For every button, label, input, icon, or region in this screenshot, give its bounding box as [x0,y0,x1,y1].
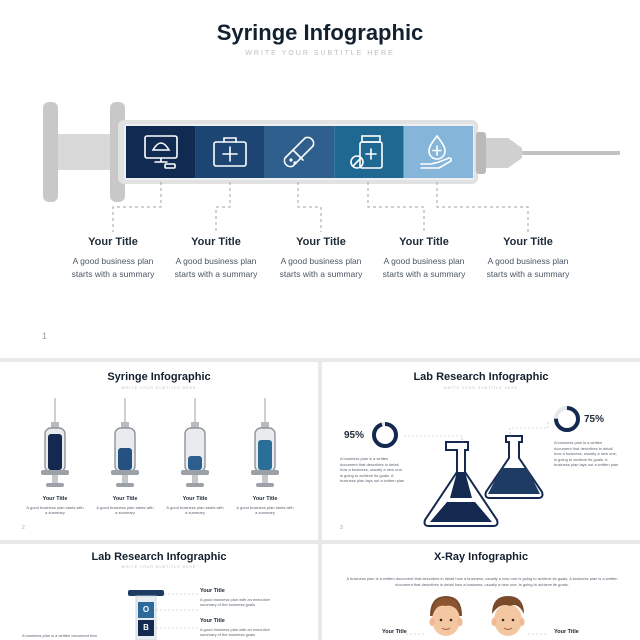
item-description: A good business plan starts with a summary [166,505,224,515]
item-title: Your Title [182,496,208,502]
slide-2-title: Syringe Infographic [107,371,211,383]
doctor-face-left [430,596,463,636]
barrel-cap [476,132,486,174]
slide-4-subtitle: WRITE YOUR SUBTITLE HERE [121,565,197,569]
first-aid-kit-icon [210,132,250,172]
syringe-graphic [0,0,640,240]
item-description: A good business plan starts with a summary [26,505,84,515]
info-item-3 [163,496,227,515]
info-item-3 [266,236,376,280]
page-number: 3 [340,525,343,531]
slide-2[interactable] [0,362,318,540]
tube-letter-b: B [143,623,149,632]
description-line: is going to achieve its goals. A [554,456,608,462]
description-line: how a business, usually a new one, [554,451,617,456]
item-title: Your Title [88,236,138,248]
slide-5[interactable] [322,544,640,640]
right-description [554,440,634,468]
page-number: 1 [42,331,48,341]
item-description: A good business plan with an executive summary of the business goals [200,627,270,637]
description-line: how a business, usually a new one, [340,467,403,472]
ultrasound-monitor-icon [141,132,181,172]
mini-syringe-2 [111,398,139,487]
slide-4-title: Lab Research Infographic [91,551,227,563]
item-description: A good business plan starts with a summary [486,256,570,279]
left-label: Your Title [382,629,407,635]
description-line: is going to achieve its goals. A [340,472,394,478]
description-line: A business plan is a written [554,440,603,445]
slide-3[interactable] [322,362,640,540]
mini-syringe-4 [251,398,279,487]
slide-3-title: Lab Research Infographic [413,371,549,383]
item-title: Your Title [296,236,346,248]
right-label: Your Title [554,629,579,635]
slide-5-title: X-Ray Infographic [433,551,529,563]
progress-ring-75 [556,408,578,430]
description-line: A business plan is a written [340,456,389,461]
item-description: A good business plan starts with a summary [174,256,258,279]
description-line: business plan lays out a written plan [340,478,405,483]
medicine-bottle-icon [348,132,388,172]
slide-4[interactable] [0,544,318,640]
info-item-5 [473,236,583,280]
item-description: A good business plan starts with a summary [236,505,294,515]
intro-line-1: A business plan is a written document that describes in detail how a business, usually a new one is going to achieve its goals. A business plan is a written [346,576,618,581]
left-percent-label: 95% [344,430,365,441]
plunger-rod [58,134,113,170]
syringe-fill-2 [118,448,132,470]
hand-with-drop-icon [417,132,457,172]
page-number: 2 [22,525,25,531]
info-item-1 [58,236,168,280]
item-description: A good business plan starts with a summary [96,505,154,515]
needle [522,151,620,155]
mini-syringe-3 [181,398,209,487]
slide-1-subtitle: WRITE YOUR SUBTITLE HERE [245,50,395,57]
left-description: A business plan is a written document that [22,633,97,638]
info-item-2 [200,618,300,637]
info-item-1 [200,588,300,607]
info-item-2 [93,496,157,515]
info-item-4 [233,496,297,515]
description-line: business plan lays out a written plan [554,462,619,467]
item-description: A good business plan starts with a summary [279,256,363,279]
slide-3-subtitle: WRITE YOUR SUBTITLE HERE [443,386,519,390]
item-title: Your Title [503,236,553,248]
slide-1-title: Syringe Infographic [216,20,424,45]
description-line: document that describes in detail [340,461,399,467]
description-line: document that describes in detail [554,445,613,451]
slide-2-subtitle: WRITE YOUR SUBTITLE HERE [121,386,197,390]
doctor-faces [322,544,640,640]
needle-hub [486,138,522,168]
syringe-fill-4 [258,440,272,470]
syringe-fill-1 [48,434,62,470]
item-title: Your Title [191,236,241,248]
item-description: A good business plan starts with a summary [382,256,466,279]
item-title: Your Title [112,496,138,502]
info-item-2 [161,236,271,280]
doctor-face-right [492,596,525,636]
connector-lines [113,182,528,232]
syringe-fill-3 [188,456,202,470]
item-title: Your Title [200,618,225,624]
progress-ring-95-progress [374,424,396,446]
mini-syringe-1 [41,398,69,487]
left-description [340,456,420,484]
item-title: Your Title [42,496,68,502]
info-item-4 [369,236,479,280]
item-description: A good business plan with an executive summary of the business goals [200,597,270,607]
item-title: Your Title [399,236,449,248]
progress-ring-95 [374,424,396,446]
plunger-thumb [43,102,58,202]
info-item-1 [23,496,87,515]
item-description: A good business plan starts with a summary [71,256,155,279]
right-percent-label: 75% [584,414,605,425]
tube-letter-o: O [142,605,150,614]
item-title: Your Title [200,588,225,594]
intro-line-2: document that describes in detail how a business, usually a new one, is going to achieve its goals. [395,582,569,587]
item-title: Your Title [252,496,278,502]
pill-capsule-icon [279,132,319,172]
